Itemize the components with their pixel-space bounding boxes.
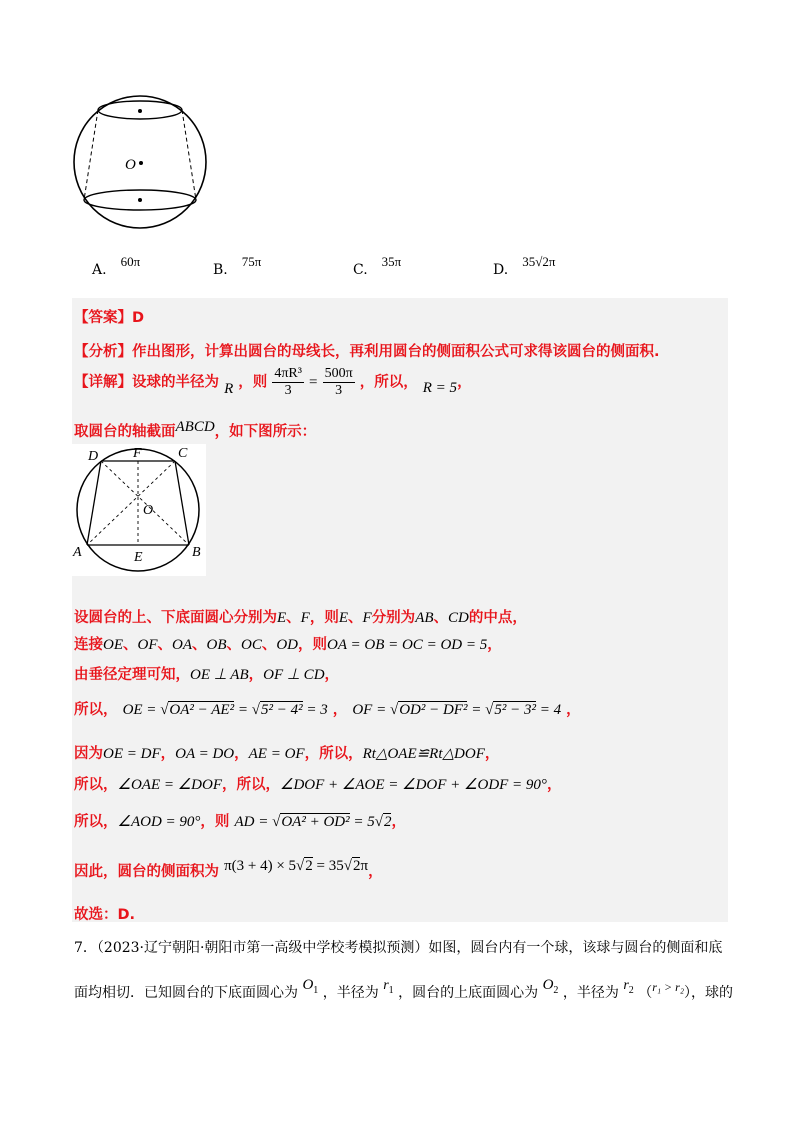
option-c[interactable]: C.35π [353, 254, 402, 278]
detail-line-9: 所以，∠AOD = 90°，则 AD = √OA² + OD² = 5√2， [74, 814, 406, 830]
detail-line-6: 所以， OE = √OA² − AE² = √5² − 4² = 3 ， OF = √OD² − DF² = √5² − 3² = 4 ， [74, 702, 581, 718]
detail-line-3: 设圆台的上、下底面圆心分别为E、F，则E、F分别为AB、CD的中点， [74, 610, 527, 626]
detail-line-10: 因此，圆台的侧面积为 π(3 + 4) × 5√2 = 35√2π， [74, 858, 383, 880]
figure-axial-section [72, 444, 206, 576]
detail-line-1: 【详解】设球的半径为 R ，则 $\frac{\text{4πR³}}{3}$ = $\frac{500\pi}{3}$ ，所以， R = 5， [74, 366, 472, 398]
label-c: C [178, 446, 188, 461]
detail-line-4: 连接OE、OF、OA、OB、OC、OD，则OA = OB = OC = OD = 5， [74, 637, 502, 653]
label-b: B [192, 545, 201, 560]
question7-line1: 7．（2023·辽宁朝阳·朝阳市第一高级中学校考模拟预测）如图，圆台内有一个球，该球与圆台的侧面和底 [74, 940, 723, 956]
detail-line-5: 由垂径定理可知，OE ⊥ AB，OF ⊥ CD， [74, 667, 340, 683]
detail-line-2: 取圆台的轴截面ABCD，如下图所示： [74, 419, 317, 440]
label-f: F [133, 446, 142, 461]
option-a[interactable]: A.60π [92, 254, 141, 278]
label-a: A [73, 545, 82, 560]
figure-sphere-frustum [70, 92, 210, 232]
label-o: O [143, 503, 154, 518]
figure1-center-label: O [125, 157, 136, 173]
option-d[interactable]: D.35√2π [493, 254, 556, 278]
option-b[interactable]: B.75π [213, 254, 262, 278]
answer-line: 【答案】D [74, 310, 145, 326]
question7-line2: 面均相切．已知圆台的下底面圆心为 $O_1$ ，半径为 $r_1$ ，圆台的上底面圆心为 $O_2$ ，半径为 $r_2$ （r₁ > r₂），球的 [74, 977, 733, 1001]
detail-line-11: 故选：D. [74, 907, 136, 923]
analysis-line: 【分析】作出图形，计算出圆台的母线长，再利用圆台的侧面积公式可求得该圆台的侧面积. [74, 344, 660, 360]
label-d: D [88, 449, 99, 464]
detail-line-8: 所以，∠OAE = ∠DOF，所以，∠DOF + ∠AOE = ∠DOF + ∠ODF = 90°， [74, 777, 562, 793]
label-e: E [134, 550, 143, 565]
detail-line-7: 因为OE = DF，OA = DO，AE = OF，所以，Rt△OAE≌Rt△DOF， [74, 746, 500, 762]
